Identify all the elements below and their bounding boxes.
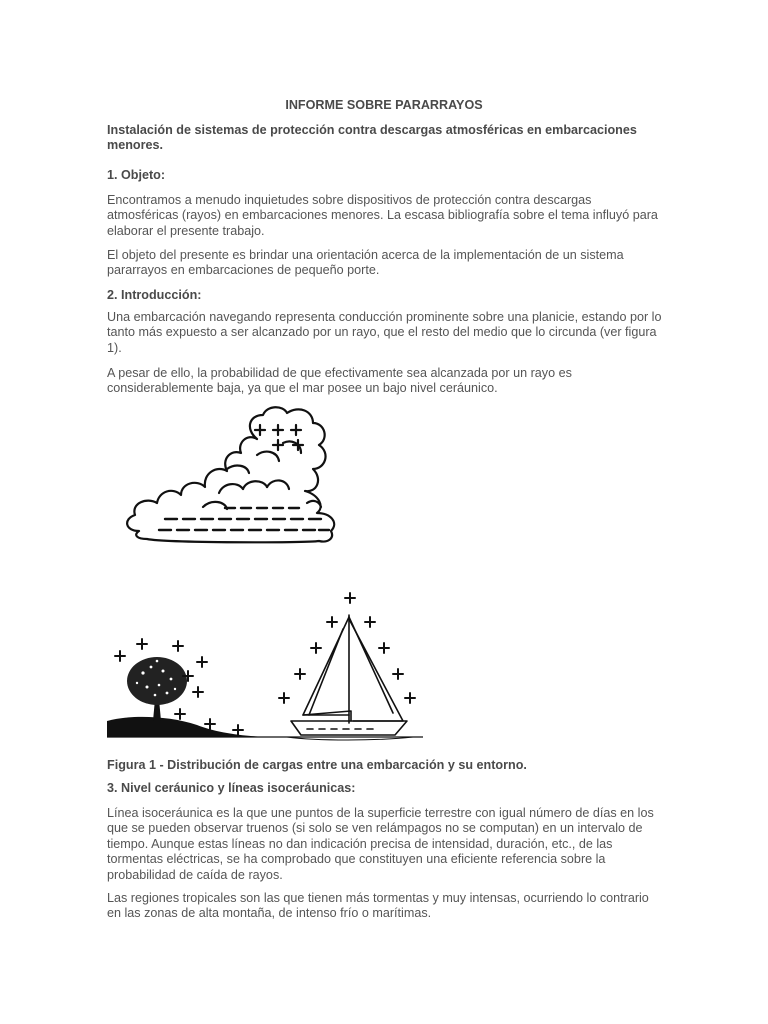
tree	[127, 657, 187, 721]
document-title: INFORME SOBRE PARARRAYOS	[285, 98, 483, 112]
figure-drawing	[107, 403, 423, 750]
sailboat	[287, 615, 413, 740]
figure-charge-distribution	[107, 403, 423, 750]
section-heading-objeto: 1. Objeto:	[107, 168, 166, 182]
section-heading-introduccion: 2. Introducción:	[107, 288, 202, 302]
section-introduccion-paragraph-1: Una embarcación navegando representa conducción prominente sobre una planicie, estando por lo tanto más expuesto a ser alcanzado por un rayo, que el resto del medio que lo circunda (ver figura 1).	[107, 310, 662, 355]
section-objeto-paragraph-2: El objeto del presente es brindar una orientación acerca de la implementación de un sistema pararrayos en embarcaciones de pequeño porte.	[107, 248, 624, 278]
section-nivel-paragraph-2: Las regiones tropicales son las que tienen más tormentas y muy intensas, ocurriendo lo contrario en las zonas de alta montaña, de intenso frío o marítimas.	[107, 891, 649, 921]
section-introduccion-paragraph-2: A pesar de ello, la probabilidad de que efectivamente sea alcanzada por un rayo es considerablemente baja, ya que el mar posee un bajo nivel ceráunico.	[107, 366, 572, 396]
section-heading-nivel-ceraunico: 3. Nivel ceráunico y líneas isoceráunicas:	[107, 781, 356, 795]
document-subtitle: Instalación de sistemas de protección contra descargas atmosféricas en embarcaciones menores.	[107, 123, 637, 153]
ground	[107, 717, 277, 737]
section-objeto-paragraph-1: Encontramos a menudo inquietudes sobre dispositivos de protección contra descargas atmosféricas (rayos) en embarcaciones menores. La escasa bibliografía sobre el tema influyó para elaborar el presente trabajo.	[107, 193, 658, 238]
cloud-outline	[127, 407, 334, 542]
figure-caption: Figura 1 - Distribución de cargas entre una embarcación y su entorno.	[107, 758, 527, 772]
section-nivel-paragraph-1: Línea isoceráunica es la que une puntos de la superficie terrestre con igual número de días en los que se pueden observar truenos (si solo se ven relámpagos no se computan) en un intervalo de tiempo. Aunque estas líneas no dan indicación precisa de intensidad, duración, etc., de las tormentas eléctricas, se ha comprobado que constituyen una eficiente referencia sobre la probabilidad de caída de rayos.	[107, 806, 654, 882]
